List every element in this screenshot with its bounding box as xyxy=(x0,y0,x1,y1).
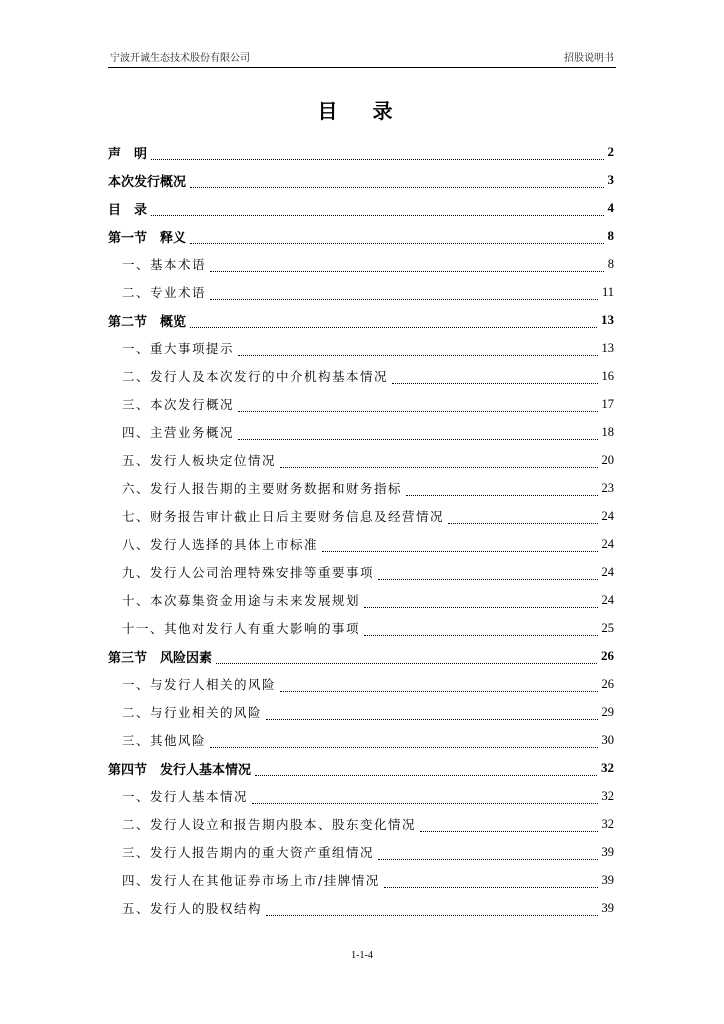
toc-entry-label: 九、发行人公司治理特殊安排等重要事项 xyxy=(122,565,375,580)
toc-dot-leader xyxy=(392,369,597,384)
header-company-name: 宁波开诚生态技术股份有限公司 xyxy=(110,53,250,64)
toc-entry-page-number: 24 xyxy=(601,508,614,523)
table-of-contents xyxy=(108,138,614,922)
toc-entry-page-number: 26 xyxy=(601,648,614,663)
toc-section-entry[interactable] xyxy=(108,390,614,418)
toc-dot-leader xyxy=(190,173,603,188)
toc-dot-leader xyxy=(378,565,597,580)
toc-section-entry[interactable] xyxy=(108,362,614,390)
toc-chapter-entry[interactable] xyxy=(108,194,614,222)
toc-entry-label: 第一节 释义 xyxy=(108,230,187,246)
toc-entry-page-number: 11 xyxy=(601,284,614,299)
toc-dot-leader xyxy=(384,873,598,888)
toc-section-entry[interactable] xyxy=(108,838,614,866)
toc-entry-page-number: 24 xyxy=(601,592,614,607)
toc-entry-page-number: 17 xyxy=(601,396,614,411)
toc-entry-label: 五、发行人的股权结构 xyxy=(122,901,263,916)
toc-entry-label: 七、财务报告审计截止日后主要财务信息及经营情况 xyxy=(122,509,445,524)
toc-chapter-entry[interactable] xyxy=(108,222,614,250)
toc-section-entry[interactable] xyxy=(108,782,614,810)
toc-dot-leader xyxy=(420,817,597,832)
toc-dot-leader xyxy=(190,229,603,244)
toc-entry-label: 八、发行人选择的具体上市标准 xyxy=(122,537,319,552)
toc-entry-page-number: 8 xyxy=(607,228,614,243)
toc-dot-leader xyxy=(280,677,597,692)
toc-entry-page-number: 2 xyxy=(607,144,614,159)
toc-chapter-entry[interactable] xyxy=(108,306,614,334)
toc-dot-leader xyxy=(238,425,597,440)
toc-entry-page-number: 26 xyxy=(601,676,614,691)
toc-section-entry[interactable] xyxy=(108,530,614,558)
toc-dot-leader xyxy=(266,705,597,720)
toc-section-entry[interactable] xyxy=(108,474,614,502)
toc-section-entry[interactable] xyxy=(108,502,614,530)
toc-chapter-entry[interactable] xyxy=(108,642,614,670)
toc-entry-label: 六、发行人报告期的主要财务数据和财务指标 xyxy=(122,481,403,496)
toc-entry-page-number: 39 xyxy=(601,900,614,915)
page-header xyxy=(108,50,616,68)
toc-entry-label: 一、发行人基本情况 xyxy=(122,789,249,804)
toc-section-entry[interactable] xyxy=(108,698,614,726)
toc-entry-page-number: 24 xyxy=(601,564,614,579)
toc-section-entry[interactable] xyxy=(108,670,614,698)
toc-dot-leader xyxy=(448,509,597,524)
toc-entry-label: 四、发行人在其他证券市场上市/挂牌情况 xyxy=(122,873,380,888)
toc-entry-page-number: 39 xyxy=(601,844,614,859)
toc-entry-page-number: 23 xyxy=(601,480,614,495)
toc-entry-label: 二、发行人设立和报告期内股本、股东变化情况 xyxy=(122,817,417,832)
toc-entry-label: 三、本次发行概况 xyxy=(122,397,235,412)
toc-entry-label: 一、重大事项提示 xyxy=(122,341,235,356)
toc-section-entry[interactable] xyxy=(108,726,614,754)
toc-entry-label: 十、本次募集资金用途与未来发展规划 xyxy=(122,593,361,608)
toc-dot-leader xyxy=(364,621,597,636)
toc-entry-label: 十一、其他对发行人有重大影响的事项 xyxy=(122,621,361,636)
toc-dot-leader xyxy=(210,285,598,300)
toc-chapter-entry[interactable] xyxy=(108,754,614,782)
header-divider xyxy=(108,67,616,68)
toc-entry-page-number: 30 xyxy=(601,732,614,747)
toc-entry-label: 目 录 xyxy=(108,202,148,218)
toc-dot-leader xyxy=(216,649,597,664)
toc-entry-label: 第二节 概览 xyxy=(108,314,187,330)
toc-dot-leader xyxy=(151,201,603,216)
toc-entry-label: 五、发行人板块定位情况 xyxy=(122,453,277,468)
toc-entry-label: 第三节 风险因素 xyxy=(108,650,213,666)
toc-section-entry[interactable] xyxy=(108,810,614,838)
toc-entry-page-number: 16 xyxy=(601,368,614,383)
toc-entry-page-number: 3 xyxy=(607,172,614,187)
toc-entry-page-number: 20 xyxy=(601,452,614,467)
toc-entry-label: 三、其他风险 xyxy=(122,733,207,748)
toc-dot-leader xyxy=(280,453,597,468)
toc-entry-page-number: 13 xyxy=(601,340,614,355)
toc-section-entry[interactable] xyxy=(108,586,614,614)
toc-section-entry[interactable] xyxy=(108,894,614,922)
toc-entry-label: 二、与行业相关的风险 xyxy=(122,705,263,720)
toc-entry-label: 二、专业术语 xyxy=(122,285,207,300)
toc-entry-label: 一、基本术语 xyxy=(122,257,207,272)
toc-section-entry[interactable] xyxy=(108,614,614,642)
toc-section-entry[interactable] xyxy=(108,558,614,586)
toc-section-entry[interactable] xyxy=(108,446,614,474)
toc-entry-label: 第四节 发行人基本情况 xyxy=(108,762,252,778)
toc-entry-page-number: 25 xyxy=(601,620,614,635)
page-title: 目 录 xyxy=(317,99,407,123)
toc-dot-leader xyxy=(378,845,597,860)
toc-chapter-entry[interactable] xyxy=(108,166,614,194)
toc-entry-page-number: 32 xyxy=(601,760,614,775)
toc-entry-label: 三、发行人报告期内的重大资产重组情况 xyxy=(122,845,375,860)
toc-entry-label: 四、主营业务概况 xyxy=(122,425,235,440)
toc-entry-page-number: 24 xyxy=(601,536,614,551)
toc-section-entry[interactable] xyxy=(108,334,614,362)
toc-entry-page-number: 8 xyxy=(607,256,614,271)
toc-entry-page-number: 32 xyxy=(601,816,614,831)
toc-section-entry[interactable] xyxy=(108,866,614,894)
toc-dot-leader xyxy=(151,145,603,160)
toc-dot-leader xyxy=(210,733,597,748)
toc-dot-leader xyxy=(238,397,597,412)
toc-entry-label: 一、与发行人相关的风险 xyxy=(122,677,277,692)
toc-entry-page-number: 18 xyxy=(601,424,614,439)
toc-entry-page-number: 29 xyxy=(601,704,614,719)
toc-dot-leader xyxy=(238,341,597,356)
toc-entry-label: 二、发行人及本次发行的中介机构基本情况 xyxy=(122,369,389,384)
toc-dot-leader xyxy=(266,901,597,916)
toc-entry-page-number: 39 xyxy=(601,872,614,887)
toc-chapter-entry[interactable] xyxy=(108,138,614,166)
toc-section-entry[interactable] xyxy=(108,418,614,446)
page-number: 1-1-4 xyxy=(351,950,373,961)
toc-dot-leader xyxy=(255,761,597,776)
toc-dot-leader xyxy=(322,537,597,552)
toc-dot-leader xyxy=(364,593,597,608)
toc-entry-page-number: 13 xyxy=(601,312,614,327)
toc-entry-label: 本次发行概况 xyxy=(108,174,187,190)
toc-entry-page-number: 4 xyxy=(607,200,614,215)
header-document-type: 招股说明书 xyxy=(564,53,614,64)
toc-dot-leader xyxy=(252,789,597,804)
toc-entry-page-number: 32 xyxy=(601,788,614,803)
toc-dot-leader xyxy=(190,313,597,328)
toc-entry-label: 声 明 xyxy=(108,146,148,162)
toc-dot-leader xyxy=(406,481,597,496)
toc-dot-leader xyxy=(210,257,604,272)
toc-section-entry[interactable] xyxy=(108,278,614,306)
toc-section-entry[interactable] xyxy=(108,250,614,278)
